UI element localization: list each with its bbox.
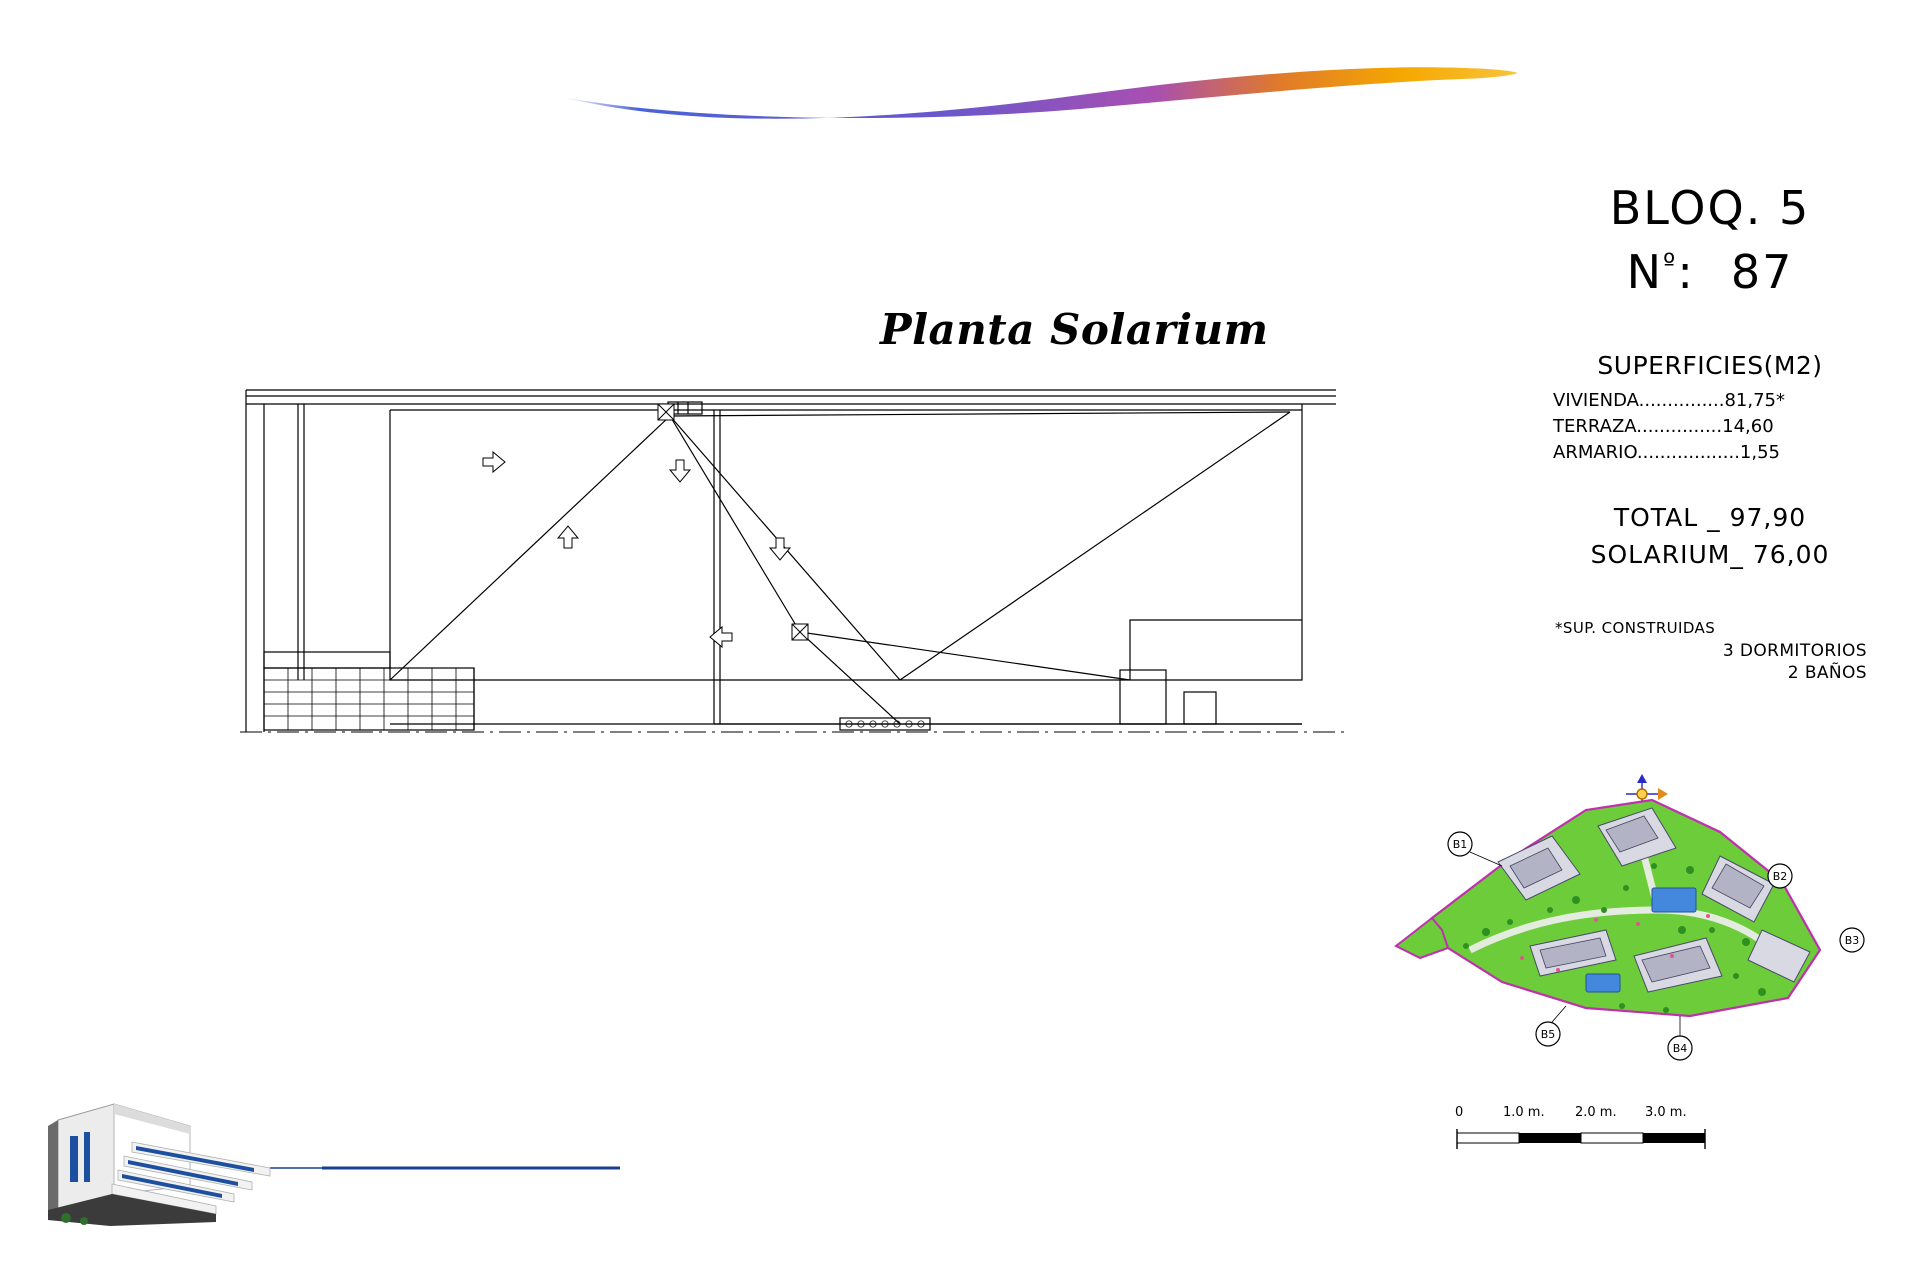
surface-dots: ............... xyxy=(1636,416,1723,438)
ordinal-icon: º xyxy=(1663,248,1678,279)
svg-text:B2: B2 xyxy=(1772,870,1788,883)
scale-bar xyxy=(1455,1105,1715,1151)
solarium-row xyxy=(1545,537,1875,573)
totals-block xyxy=(1545,500,1875,573)
bedrooms-count: 3 DORMITORIOS xyxy=(1722,640,1867,661)
surface-label: ARMARIO xyxy=(1553,442,1637,464)
footnote: *SUP. CONSTRUIDAS xyxy=(1555,618,1716,637)
surfaces-heading: SUPERFICIES(M2) xyxy=(1597,351,1823,380)
scale-tick-2: 2.0 m. xyxy=(1575,1105,1617,1120)
svg-text:B3: B3 xyxy=(1844,934,1860,947)
marker-b5 xyxy=(1536,1006,1566,1046)
list-item xyxy=(1553,414,1875,440)
solarium-value: 76,00 xyxy=(1752,539,1830,569)
surfaces-list xyxy=(1545,388,1875,466)
marker-b3 xyxy=(1840,928,1864,952)
solarium-label: SOLARIUM_ xyxy=(1590,539,1744,569)
page-title: Planta Solarium xyxy=(880,305,1269,354)
info-panel xyxy=(1545,180,1875,683)
total-label: TOTAL _ xyxy=(1613,503,1721,533)
bathrooms-count: 2 BAÑOS xyxy=(1787,662,1867,683)
surface-value: 1,55 xyxy=(1739,442,1780,464)
unit-number-value: 87 xyxy=(1730,244,1794,299)
marker-b4 xyxy=(1668,1016,1692,1060)
scale-bar-graphic xyxy=(1455,1127,1715,1153)
unit-number-colon: : xyxy=(1677,244,1695,299)
svg-text:B5: B5 xyxy=(1540,1028,1556,1041)
surface-value: 81,75* xyxy=(1724,390,1785,411)
scale-tick-1: 1.0 m. xyxy=(1503,1105,1545,1120)
surface-value: 14,60 xyxy=(1722,416,1774,438)
floor-plan-drawing xyxy=(240,380,1350,820)
notes-block xyxy=(1545,619,1875,683)
total-value: 97,90 xyxy=(1729,503,1807,533)
svg-text:B1: B1 xyxy=(1452,838,1468,851)
swoosh-decoration xyxy=(560,45,1520,125)
list-item xyxy=(1553,388,1875,414)
scale-tick-0: 0 xyxy=(1455,1105,1464,1120)
site-plan-keymap xyxy=(1390,770,1880,1070)
surface-label: TERRAZA xyxy=(1553,416,1637,438)
scale-tick-3: 3.0 m. xyxy=(1645,1105,1687,1120)
surface-dots: ............... xyxy=(1638,390,1725,411)
surface-label: VIVIENDA xyxy=(1553,390,1639,411)
marker-b1 xyxy=(1448,832,1502,866)
surface-dots: .................. xyxy=(1636,442,1740,464)
list-item xyxy=(1553,440,1875,466)
building-render xyxy=(40,1090,640,1230)
unit-number-prefix: N xyxy=(1626,244,1664,299)
marker-b2 xyxy=(1768,864,1792,888)
unit-number xyxy=(1545,244,1875,302)
total-row xyxy=(1545,500,1875,536)
block-label: BLOQ. 5 xyxy=(1609,181,1811,235)
svg-text:B4: B4 xyxy=(1672,1042,1688,1055)
